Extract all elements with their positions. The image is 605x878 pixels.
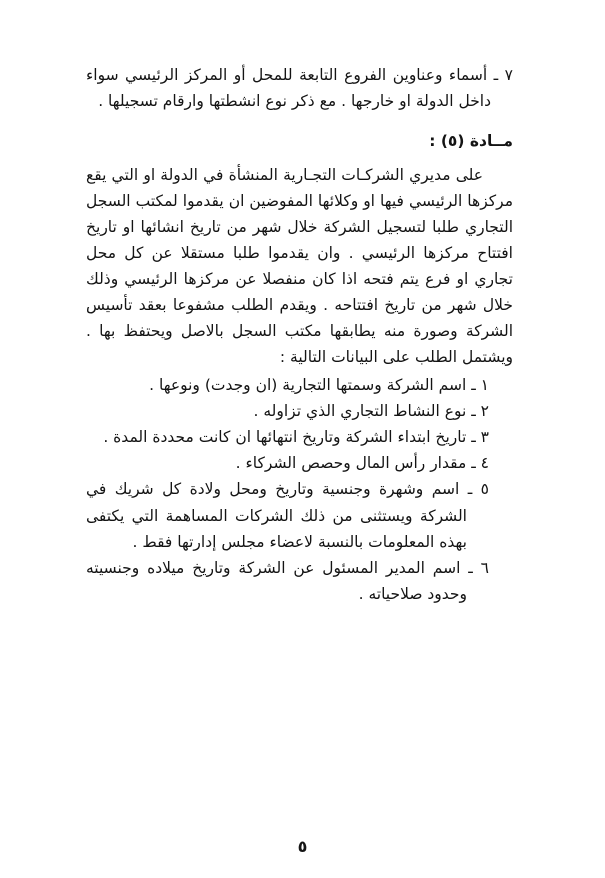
list-item-5: ٥ ـ اسم وشهرة وجنسية وتاريخ ومحل ولادة كل شريك في الشركة ويستثنى من ذلك الشركات المساهمة التي يكتفى بهذه المعلومات بالنسبة لاعضاء مجلس إدارتها فقط . [86, 480, 489, 551]
registration-data-list [86, 372, 513, 606]
list-item-4: ٤ ـ مقدار رأس المال وحصص الشركاء . [235, 454, 489, 473]
list-item-2: ٢ ـ نوع النشاط التجاري الذي تزاوله . [253, 402, 489, 421]
list-item-6: ٦ ـ اسم المدير المسئول عن الشركة وتاريخ ميلاده وجنسيته وحدود صلاحياته . [86, 558, 489, 603]
article-5-heading: مــادة (٥) : [429, 132, 513, 151]
clause-7-paragraph: ٧ ـ أسماء وعناوين الفروع التابعة للمحل أو المركز الرئيسي سواء داخل الدولة او خارجها . مع ذكر نوع انشطتها وارقام تسجيلها . [86, 66, 513, 111]
page-number: ٥ [297, 837, 308, 856]
page-content [86, 62, 513, 607]
article-5-body: على مديري الشركـات التجـارية المنشأة في الدولة او التي يقع مركزها الرئيسي فيها او وكلائها المفوضين ان يقدموا لمكتب السجل التجاري طلبا لتسجيل الشركة خلال شهر من تاريخ انشائها او تاريخ افتتاح مركزها الرئيسي . وان يقدموا طلبا مستقلا عن كل محل تجاري او فرع يتم فتحه اذا كان منفصلا عن مركزها الرئيسي وذلك خلال شهر من تاريخ افتتاحه . ويقدم الطلب مشفوعا بعقد تأسيس الشركة وصورة منه يطابقها مكتب السجل بالاصل ويحتفظ بها . ويشتمل الطلب على البيانات التالية : [86, 166, 513, 367]
list-item-3: ٣ ـ تاريخ ابتداء الشركة وتاريخ انتهائها ان كانت محددة المدة . [103, 428, 489, 447]
list-item-1: ١ ـ اسم الشركة وسمتها التجارية (ان وجدت) ونوعها . [149, 376, 489, 395]
